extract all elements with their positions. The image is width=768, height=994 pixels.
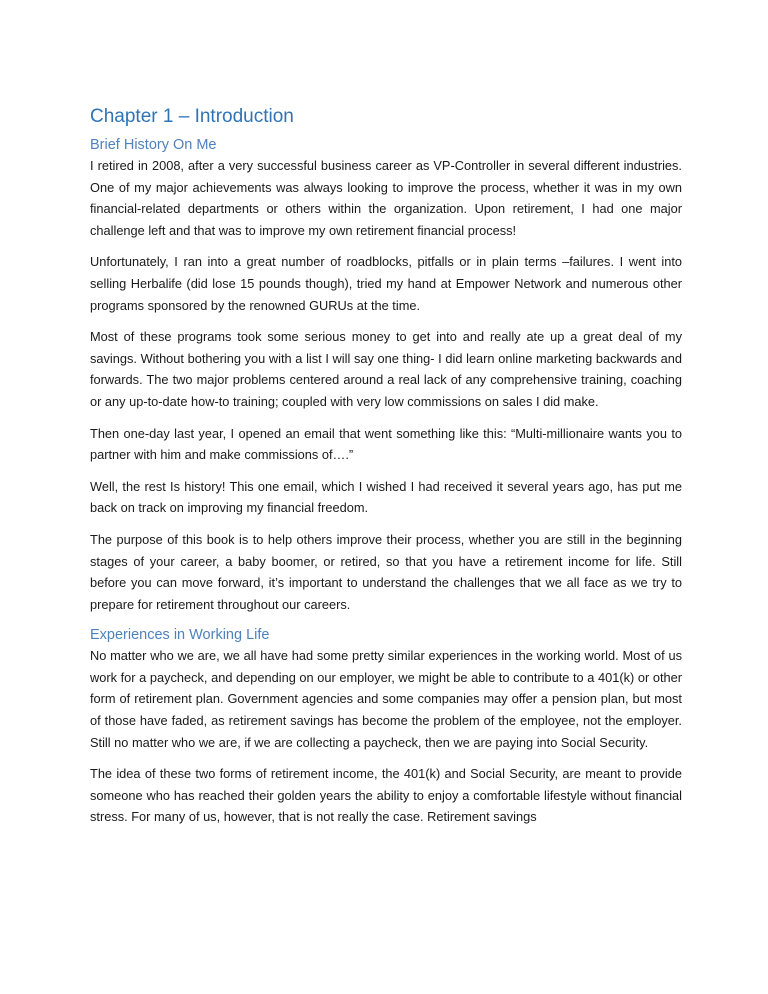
paragraph: I retired in 2008, after a very successful business career as VP-Controller in several different industries. One of my major achievements was always looking to improve the process, whether it was in my own financial-related departments or others within the organization. Upon retirement, I had one major challenge left and that was to improve my own retirement financial process! xyxy=(90,158,682,238)
paragraph: Then one-day last year, I opened an email that went something like this: “Multi-millionaire wants you to partner with him and make commissions of….” xyxy=(90,425,682,463)
section-heading-brief-history: Brief History On Me xyxy=(90,137,217,153)
section-heading-experiences: Experiences in Working Life xyxy=(90,627,270,644)
paragraph: Unfortunately, I ran into a great number of roadblocks, pitfalls or in plain terms –failures. I went into selling Herbalife (did lose 15 pounds though), tried my hand at Empower Network and numerous other programs sponsored by the renowned GURUs at the time. xyxy=(90,254,682,313)
paragraph: The idea of these two forms of retirement income, the 401(k) and Social Security, are meant to provide someone who has reached their golden years the ability to enjoy a comfortable lifestyle without financial stress. For many of us, however, that is not really the case. Retirement savings xyxy=(90,766,682,825)
paragraph: Well, the rest Is history! This one email, which I wished I had received it several years ago, has put me back on track on improving my financial freedom. xyxy=(90,478,682,516)
document-page xyxy=(90,104,682,838)
chapter-title: Chapter 1 – Introduction xyxy=(90,106,294,127)
paragraph: The purpose of this book is to help others improve their process, whether you are still in the beginning stages of your career, a baby boomer, or retired, so that you have a retirement income for life. Still before you can move forward, it’s important to understand the challenges that we all face as we try to prepare for retirement throughout our careers. xyxy=(90,531,682,612)
paragraph: No matter who we are, we all have had some pretty similar experiences in the working world. Most of us work for a paycheck, and depending on our employer, we might be able to contribute to a 401(k) or other form of retirement plan. Government agencies and some companies may offer a pension plan, but most of those have faded, as retirement savings has become the problem of the employee, not the employer. Still no matter who we are, if we are collecting a paycheck, then we are paying into Social Security. xyxy=(90,648,682,750)
paragraph: Most of these programs took some serious money to get into and really ate up a great deal of my savings. Without bothering you with a list I will say one thing- I did learn online marketing backwards and forwards. The two major problems centered around a real lack of any comprehensive training, coaching or any up-to-date how-to training; coupled with very low commissions on sales I did make. xyxy=(90,329,682,409)
